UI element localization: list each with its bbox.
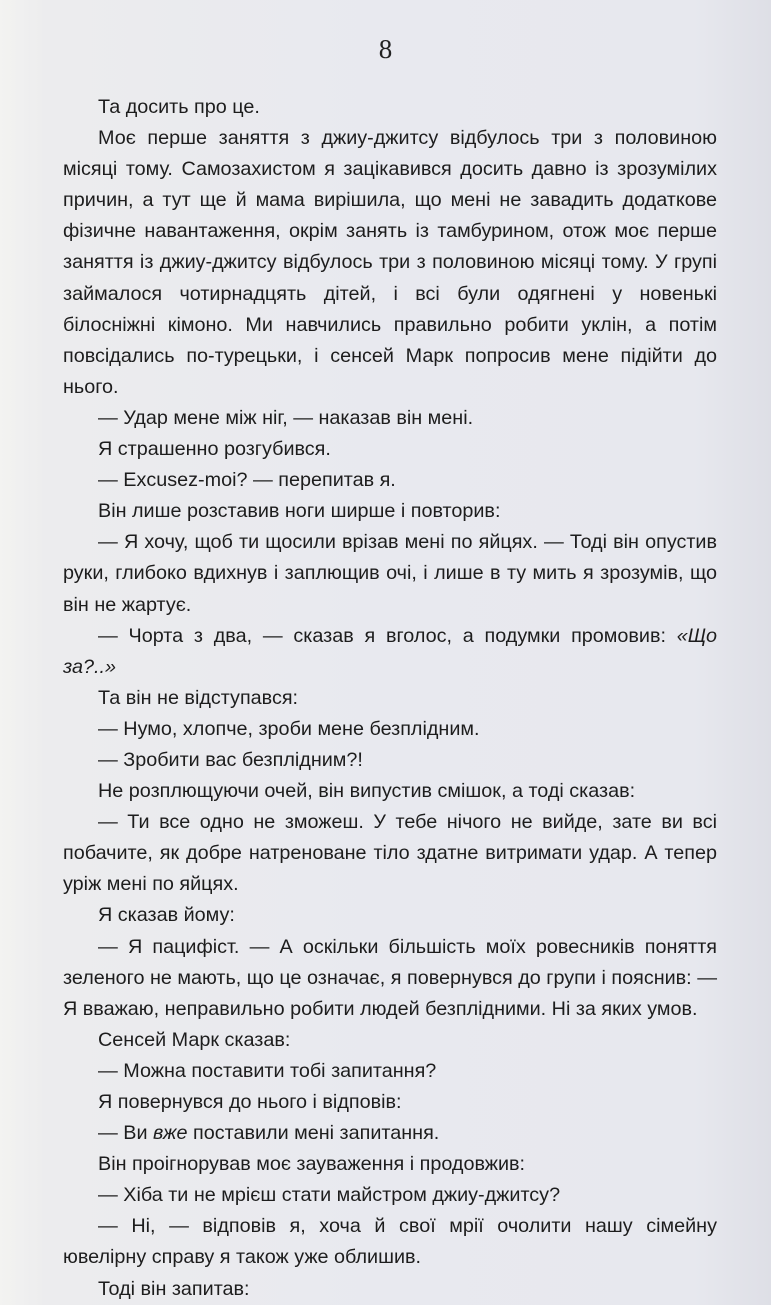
paragraph: — Нумо, хлопче, зроби мене безплідним.	[98, 717, 480, 740]
paragraph: Він лише розставив ноги ширше і повторив:	[98, 500, 501, 523]
paragraph-text: — Чорта з два, — сказав я вголос, а подумки промовив:	[98, 624, 677, 647]
paragraph: — Удар мене між ніг, — наказав він мені.	[98, 406, 474, 429]
paragraph	[63, 1118, 717, 1149]
paragraph: Та він не відступався:	[98, 686, 299, 709]
paragraph: Я повернувся до нього і відповів:	[98, 1091, 402, 1113]
paragraph: — Ти все одно не зможеш. У тебе нічого не вийде, зате ви всі побачите, як добре натреноване тіло здатне витримати удар. А тепер уріж мені по яйцях.	[63, 811, 717, 896]
paragraph-italic: вже	[153, 1122, 188, 1145]
paragraph-text: поставили мені запитання.	[187, 1122, 440, 1145]
paragraph-text: — Ви	[98, 1122, 154, 1145]
paragraph: — Excusez-moi? — перепитав я.	[98, 469, 396, 492]
paragraph	[63, 621, 717, 683]
paragraph: — Ні, — відповів я, хоча й свої мрії очолити нашу сімейну ювелірну справу я також уже облишив.	[63, 1215, 717, 1269]
paragraph: — Можна поставити тобі запитання?	[98, 1059, 437, 1082]
page-number: 8	[378, 34, 393, 64]
paragraph: — Хіба ти не мрієш стати майстром джиу-джитсу?	[98, 1184, 561, 1207]
paragraph: — Я пацифіст. — А оскільки більшість моїх ровесників поняття зеленого не мають, що це означає, я повернувся до групи і пояснив: — Я вважаю, неправильно робити людей безплідними. Ні за яких умов.	[63, 935, 717, 1020]
paragraph: Моє перше заняття з джиу-джитсу відбулось три з половиною місяці тому. Самозахистом я зацікавився досить давно із зрозумілих причин, а тут ще й мама вирішила, що мені не завадить додаткове фізичне навантаження, окрім занять із тамбурином, отож моє перше заняття із джиу-джитсу відбулось три з половиною місяці тому. У групі займалося чотирнадцять дітей, і всі були одягнені у новенькі білосніжні кімоно. Ми навчились правильно робити уклін, а потім повсідались по-турецьки, і сенсей Марк попросив мене підійти до нього.	[63, 127, 717, 398]
paragraph: Він проігнорував моє зауваження і продовжив:	[98, 1153, 526, 1176]
paragraph: — Я хочу, щоб ти щосили врізав мені по яйцях. — Тоді він опустив руки, глибоко вдихнув і заплющив очі, і лише в ту мить я зрозумів, що він не жартує.	[63, 531, 717, 616]
paragraph: Не розплющуючи очей, він випустив смішок, а тоді сказав:	[98, 780, 636, 803]
paragraph: Тоді він запитав:	[98, 1277, 250, 1300]
paragraph-italic: «Що за?..»	[63, 624, 717, 678]
paragraph: Я страшенно розгубився.	[98, 438, 331, 461]
paragraph: Сенсей Марк сказав:	[98, 1028, 291, 1051]
paragraph: Та досить про це.	[98, 96, 260, 118]
paragraph: Я сказав йому:	[98, 904, 235, 927]
page-text	[63, 92, 717, 1305]
paragraph: — Зробити вас безплідним?!	[98, 748, 363, 771]
